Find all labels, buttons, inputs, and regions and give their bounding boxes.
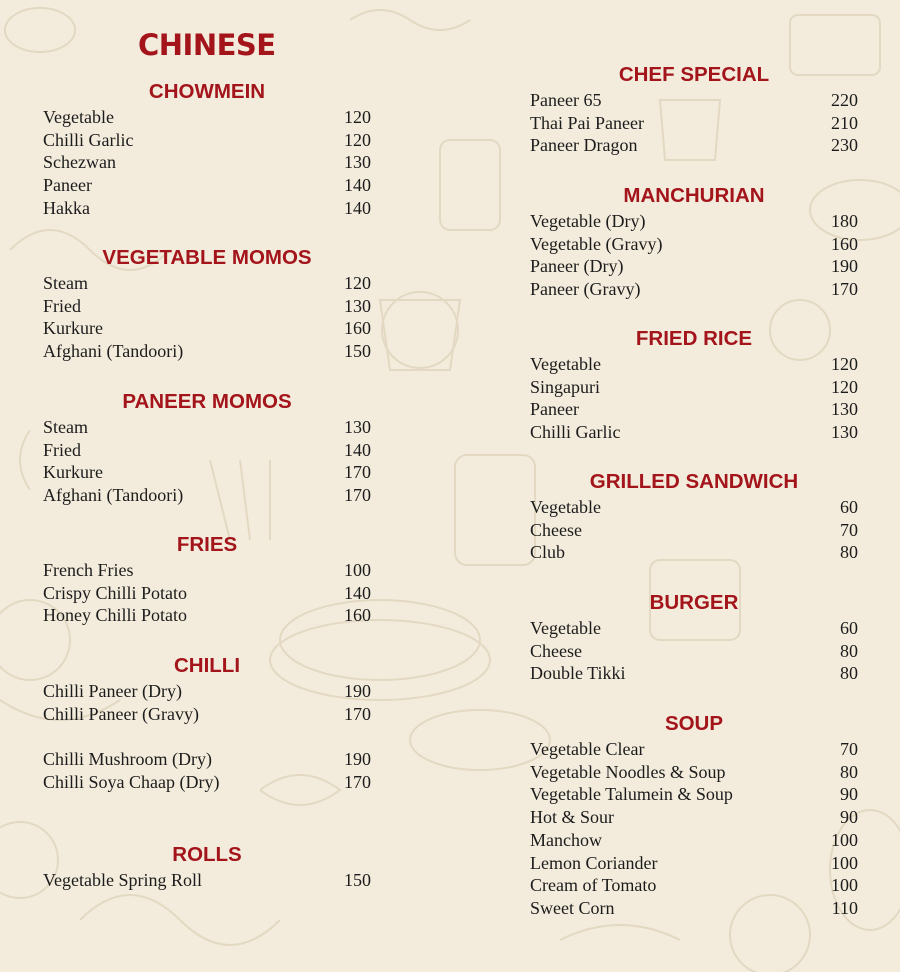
- menu-item: [530, 399, 858, 421]
- menu-item: [43, 318, 371, 340]
- item-name: Vegetable Clear: [530, 739, 645, 759]
- item-name: Kurkure: [43, 462, 103, 483]
- section-heading: GRILLED SANDWICH: [589, 470, 799, 493]
- menu-item: [43, 583, 371, 605]
- item-price: 110: [831, 897, 858, 918]
- item-price: 150: [344, 341, 371, 362]
- section-heading: BURGER: [649, 591, 739, 614]
- menu-item: [43, 152, 371, 174]
- item-price: 160: [344, 605, 371, 626]
- item-price: 120: [831, 376, 858, 397]
- item-price: 170: [344, 485, 371, 506]
- item-name: Fried: [43, 439, 81, 460]
- item-price: 150: [344, 870, 371, 890]
- menu-item: [530, 853, 858, 875]
- section-heading: CHOWMEIN: [148, 80, 266, 103]
- menu-item: [43, 175, 371, 197]
- page-title: CHINESE: [138, 28, 276, 62]
- item-name: Double Tikki: [530, 663, 626, 684]
- item-price: 120: [344, 129, 371, 150]
- item-name: Vegetable (Dry): [530, 211, 646, 231]
- menu-item: [43, 341, 371, 363]
- menu-item: [530, 663, 858, 685]
- item-price: 80: [840, 663, 858, 684]
- item-price: 90: [840, 807, 858, 828]
- item-name: Vegetable Talumein & Soup: [530, 784, 733, 805]
- item-price: 130: [831, 399, 858, 420]
- item-price: 120: [344, 273, 371, 293]
- item-name: Steam: [43, 273, 88, 293]
- section-heading: FRIED RICE: [635, 327, 753, 350]
- item-price: 100: [831, 875, 858, 896]
- section-heading: VEGETABLE MOMOS: [102, 246, 312, 269]
- menu-item: [530, 234, 858, 256]
- item-name: Sweet Corn: [530, 897, 615, 918]
- section-heading: ROLLS: [172, 843, 242, 866]
- menu-item: [43, 107, 371, 129]
- item-price: 60: [840, 497, 858, 517]
- menu-item: [530, 354, 858, 376]
- menu-item: [530, 279, 858, 301]
- item-price: 100: [831, 852, 858, 873]
- menu-item: [43, 440, 371, 462]
- item-price: 180: [831, 211, 858, 231]
- item-name: Paneer (Gravy): [530, 279, 641, 300]
- menu-item: [43, 198, 371, 220]
- item-name: Lemon Coriander: [530, 852, 658, 873]
- item-price: 140: [344, 582, 371, 603]
- item-price: 140: [344, 439, 371, 460]
- section-heading: FRIES: [176, 533, 238, 556]
- item-name: Afghani (Tandoori): [43, 341, 184, 362]
- item-name: Vegetable: [530, 497, 601, 517]
- menu-item: [530, 211, 858, 233]
- item-name: Vegetable: [43, 107, 114, 127]
- item-price: 70: [840, 739, 858, 759]
- item-name: Paneer 65: [530, 90, 602, 110]
- menu-item: [43, 605, 371, 627]
- menu-item: [43, 417, 371, 439]
- item-price: 170: [344, 771, 371, 792]
- item-price: 60: [840, 618, 858, 638]
- menu-item: [530, 113, 858, 135]
- menu-item: [43, 749, 371, 771]
- item-price: 230: [831, 135, 858, 156]
- item-price: 190: [831, 256, 858, 277]
- item-name: Crispy Chilli Potato: [43, 582, 188, 603]
- menu-item: [43, 462, 371, 484]
- item-name: Steam: [43, 417, 88, 437]
- item-name: Afghani (Tandoori): [43, 485, 184, 506]
- item-name: Vegetable: [530, 618, 601, 638]
- item-price: 90: [840, 784, 858, 805]
- menu-item: [43, 704, 371, 726]
- item-name: Chilli Paneer (Dry): [43, 681, 182, 701]
- item-name: Chilli Soya Chaap (Dry): [43, 771, 220, 792]
- item-price: 170: [344, 462, 371, 483]
- item-price: 80: [840, 761, 858, 782]
- menu-item: [43, 681, 371, 703]
- item-name: Kurkure: [43, 318, 103, 339]
- section-heading: CHEF SPECIAL: [618, 63, 770, 86]
- menu-item: [530, 807, 858, 829]
- menu-item: [530, 520, 858, 542]
- item-name: Manchow: [530, 829, 602, 850]
- menu-item: [530, 256, 858, 278]
- item-name: French Fries: [43, 560, 134, 580]
- item-price: 80: [840, 640, 858, 661]
- menu-item: [43, 296, 371, 318]
- item-price: 210: [831, 112, 858, 133]
- menu-item: [530, 830, 858, 852]
- menu-item: [530, 90, 858, 112]
- menu-item: [530, 422, 858, 444]
- item-price: 80: [840, 542, 858, 563]
- section-heading: PANEER MOMOS: [122, 390, 292, 413]
- item-price: 130: [344, 295, 371, 316]
- item-name: Cheese: [530, 640, 582, 661]
- item-name: Vegetable: [530, 354, 601, 374]
- item-name: Hakka: [43, 197, 90, 218]
- item-name: Paneer (Dry): [530, 256, 624, 277]
- item-price: 130: [344, 152, 371, 173]
- menu-item: [530, 641, 858, 663]
- item-name: Paneer: [530, 399, 579, 420]
- menu-item: [530, 875, 858, 897]
- menu-item: [530, 542, 858, 564]
- menu-item: [530, 618, 858, 640]
- item-price: 190: [344, 681, 371, 701]
- menu-item: [530, 739, 858, 761]
- menu-item: [43, 772, 371, 794]
- item-name: Honey Chilli Potato: [43, 605, 187, 626]
- item-price: 130: [344, 417, 371, 437]
- section-heading: CHILLI: [173, 654, 241, 677]
- item-price: 120: [831, 354, 858, 374]
- item-price: 100: [831, 829, 858, 850]
- section-heading: SOUP: [664, 712, 724, 735]
- item-price: 140: [344, 175, 371, 196]
- item-price: 70: [840, 519, 858, 540]
- menu-item: [530, 497, 858, 519]
- item-price: 130: [831, 422, 858, 443]
- item-name: Vegetable Noodles & Soup: [530, 761, 726, 782]
- item-name: Paneer Dragon: [530, 135, 638, 156]
- menu-item: [43, 273, 371, 295]
- item-price: 160: [831, 233, 858, 254]
- item-price: 160: [344, 318, 371, 339]
- menu-item: [530, 377, 858, 399]
- item-price: 120: [344, 107, 371, 127]
- item-name: Club: [530, 542, 566, 563]
- menu-item: [530, 762, 858, 784]
- item-name: Thai Pai Paneer: [530, 112, 644, 133]
- item-price: 170: [344, 703, 371, 724]
- menu-item: [530, 135, 858, 157]
- item-name: Singapuri: [530, 376, 600, 397]
- item-name: Cream of Tomato: [530, 875, 657, 896]
- item-price: 100: [344, 560, 371, 580]
- menu-item: [43, 560, 371, 582]
- item-name: Vegetable Spring Roll: [43, 870, 202, 890]
- menu-item: [530, 898, 858, 920]
- item-price: 170: [831, 279, 858, 300]
- item-name: Vegetable (Gravy): [530, 233, 663, 254]
- item-price: 220: [831, 90, 858, 110]
- item-name: Paneer: [43, 175, 92, 196]
- menu-item: [43, 870, 371, 892]
- menu-item: [43, 130, 371, 152]
- item-name: Fried: [43, 295, 81, 316]
- item-name: Cheese: [530, 519, 582, 540]
- menu-item: [43, 485, 371, 507]
- item-name: Schezwan: [43, 152, 116, 173]
- item-name: Chilli Mushroom (Dry): [43, 749, 212, 770]
- item-name: Hot & Sour: [530, 807, 615, 828]
- item-price: 190: [344, 749, 371, 770]
- section-heading: MANCHURIAN: [623, 184, 765, 207]
- item-price: 140: [344, 197, 371, 218]
- menu-item: [530, 784, 858, 806]
- item-name: Chilli Garlic: [530, 422, 621, 443]
- item-name: Chilli Garlic: [43, 129, 134, 150]
- item-name: Chilli Paneer (Gravy): [43, 703, 199, 724]
